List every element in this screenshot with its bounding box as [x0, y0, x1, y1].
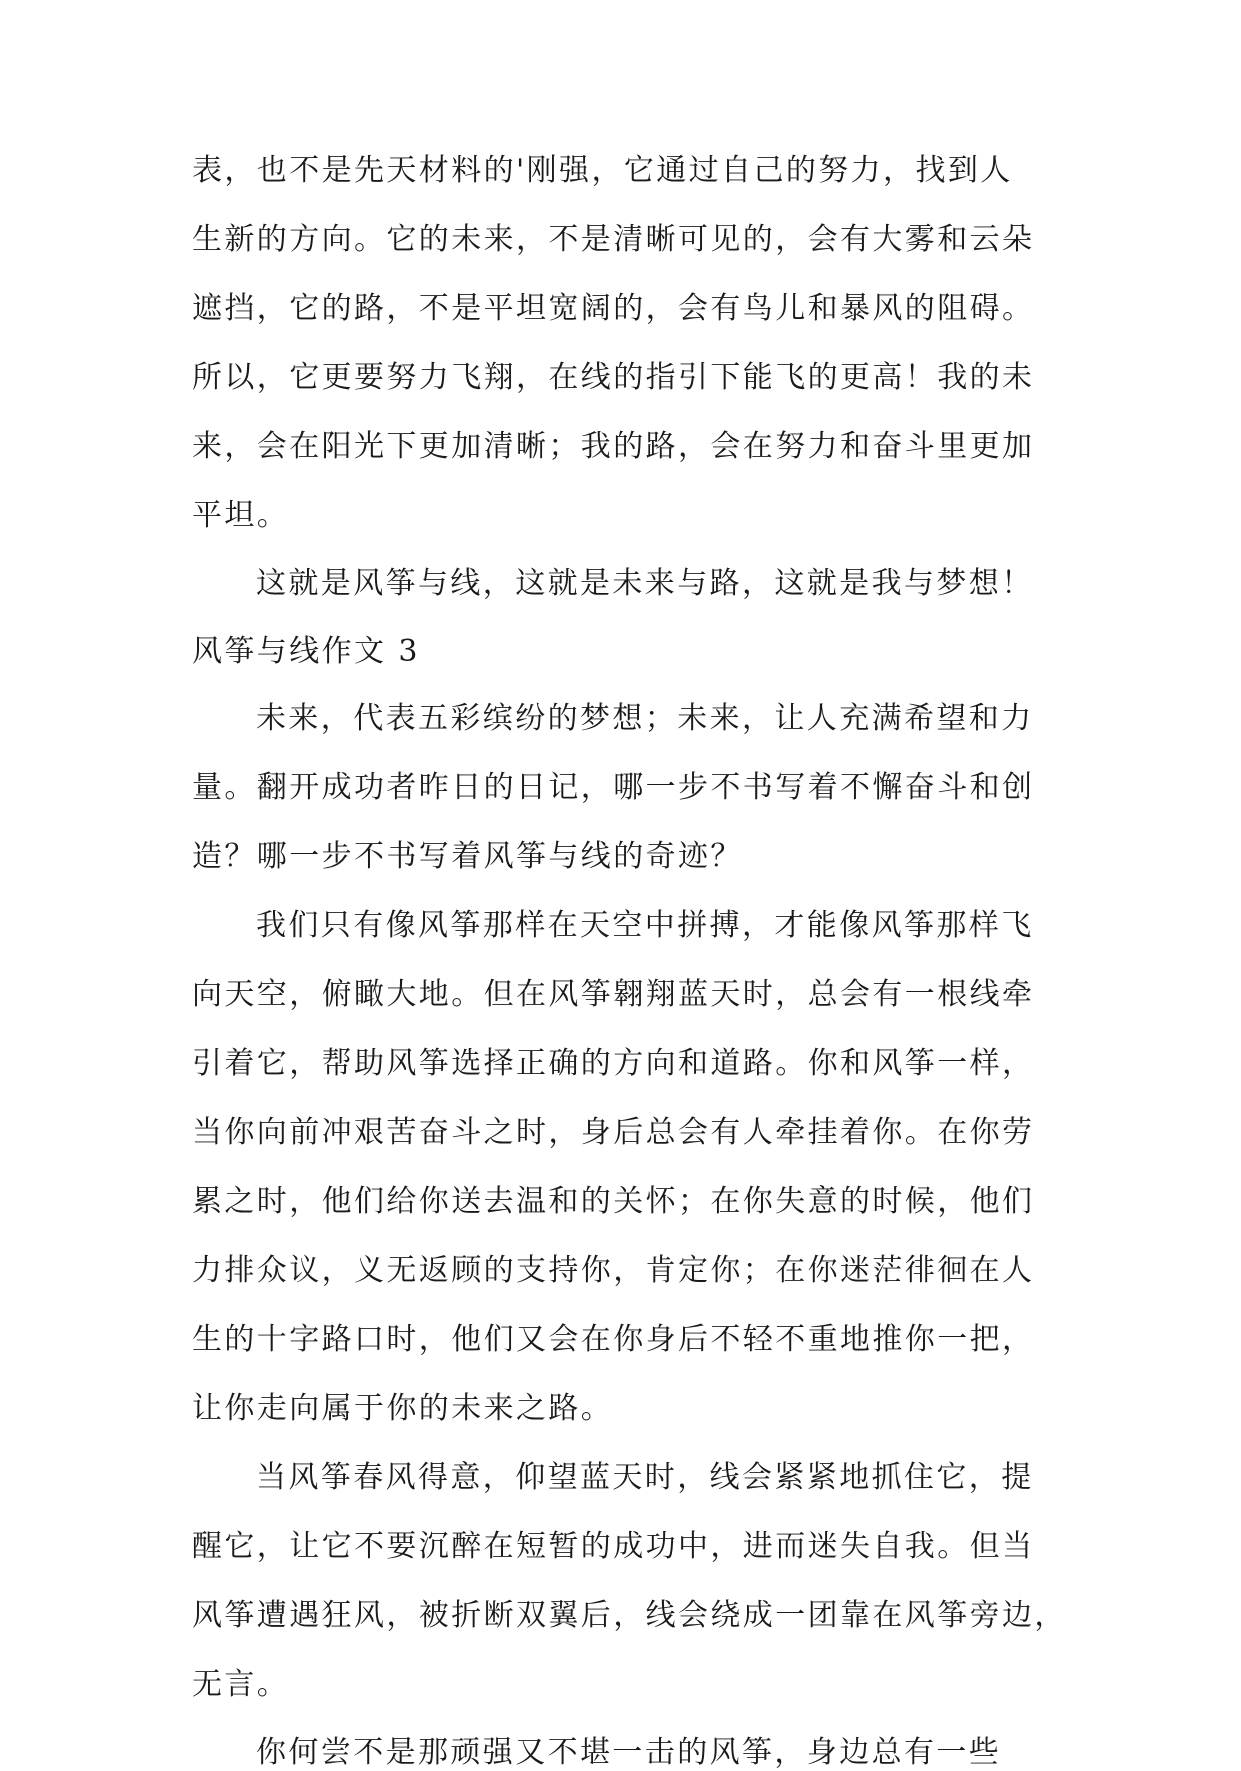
- text-line: 表，也不是先天材料的'刚强，它通过自己的努力，找到人: [192, 153, 1013, 188]
- text-line: 遮挡，它的路，不是平坦宽阔的，会有鸟儿和暴风的阻碍。: [192, 291, 1035, 326]
- text-line: 力排众议，义无返顾的支持你，肯定你；在你迷茫徘徊在人: [192, 1253, 1035, 1288]
- text-line: 让你走向属于你的未来之路。: [192, 1391, 614, 1426]
- text-line: 我们只有像风筝那样在天空中拼搏，才能像风筝那样飞: [256, 908, 1034, 943]
- text-line: 生的十字路口时，他们又会在你身后不轻不重地推你一把，: [192, 1322, 1035, 1357]
- text-line: 你何尝不是那顽强又不堪一击的风筝，身边总有一些: [256, 1735, 1002, 1770]
- text-line: 这就是风筝与线，这就是未来与路，这就是我与梦想！: [256, 566, 1034, 601]
- text-line: 当你向前冲艰苦奋斗之时，身后总会有人牵挂着你。在你劳: [192, 1115, 1035, 1150]
- text-line: 无言。: [192, 1667, 290, 1702]
- text-line: 平坦。: [192, 498, 290, 533]
- text-line: 量。翻开成功者昨日的日记，哪一步不书写着不懈奋斗和创: [192, 770, 1035, 805]
- text-line: 醒它，让它不要沉醉在短暂的成功中，进而迷失自我。但当: [192, 1529, 1035, 1564]
- text-line: 未来，代表五彩缤纷的梦想；未来，让人充满希望和力: [256, 701, 1034, 736]
- text-line: 造？哪一步不书写着风筝与线的奇迹？: [192, 839, 743, 874]
- text-line: 向天空，俯瞰大地。但在风筝翱翔蓝天时，总会有一根线牵: [192, 977, 1035, 1012]
- text-line: 引着它，帮助风筝选择正确的方向和道路。你和风筝一样，: [192, 1046, 1035, 1081]
- text-line: 当风筝春风得意，仰望蓝天时，线会紧紧地抓住它，提: [256, 1460, 1034, 1495]
- text-line: 来，会在阳光下更加清晰；我的路，会在努力和奋斗里更加: [192, 429, 1035, 464]
- text-line: 风筝遭遇狂风，被折断双翼后，线会绕成一团靠在风筝旁边，: [192, 1598, 1067, 1633]
- text-line: 累之时，他们给你送去温和的关怀；在你失意的时候，他们: [192, 1184, 1035, 1219]
- section-heading: 风筝与线作文 3: [192, 634, 420, 669]
- text-line: 生新的方向。它的未来，不是清晰可见的，会有大雾和云朵: [192, 222, 1035, 257]
- text-line: 所以，它更要努力飞翔，在线的指引下能飞的更高！我的未: [192, 360, 1035, 395]
